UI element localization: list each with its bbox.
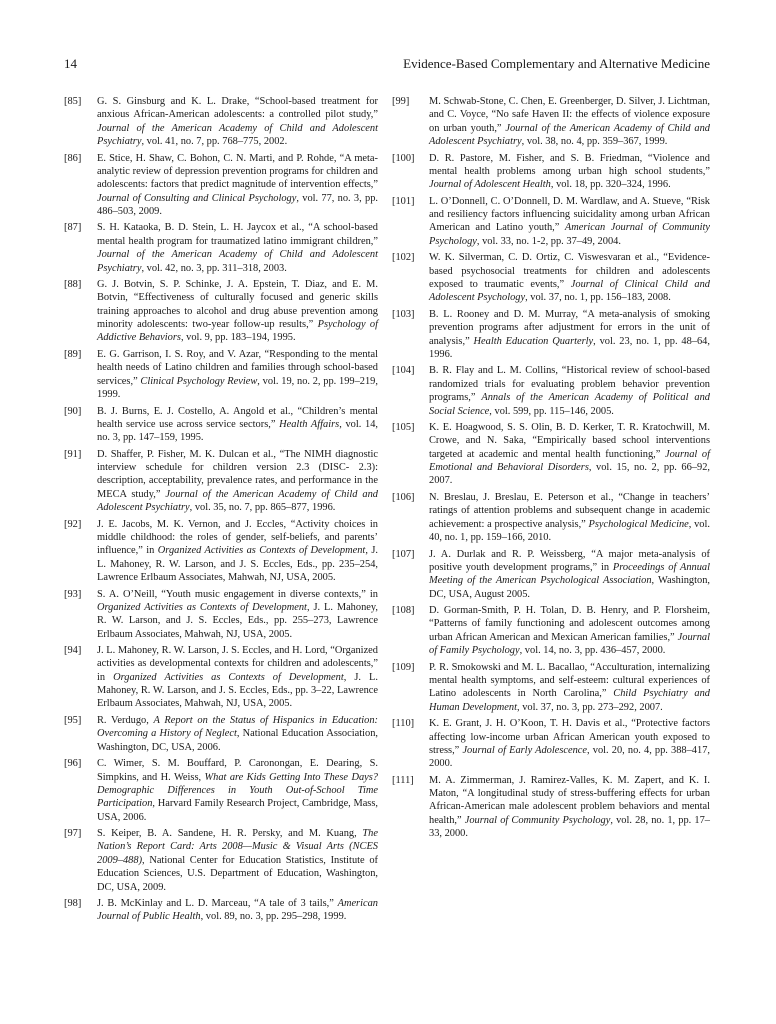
- reference-source: What are Kids Getting Into These Days? Demographic Differences in Youth Out-of-School Time Participation: [97, 771, 378, 810]
- reference-item: [392, 604, 710, 657]
- reference-source: Organized Activities as Contexts of Development: [113, 671, 344, 683]
- reference-text: J. E. Jacobs, M. K. Vernon, and J. Eccles, “Activity choices in middle childhood: the roles of gender, self-beliefs, and parents’ influence,” in: [97, 518, 378, 557]
- references-left-column: [64, 95, 378, 927]
- reference-item: [392, 774, 710, 841]
- reference-item: [64, 348, 378, 401]
- reference-source: Journal of Consulting and Clinical Psychology: [97, 192, 297, 204]
- reference-text: , J. L. Mahoney, R. W. Larson, and J. S. Eccles, Eds., pp. 255–273, Lawrence Erlbaum Associates, Mahwah, NJ, USA, 2005.: [97, 601, 378, 640]
- reference-number: [104]: [392, 365, 415, 377]
- reference-number: [107]: [392, 548, 415, 560]
- reference-text: , vol. 89, no. 3, pp. 295–298, 1999.: [200, 911, 347, 923]
- page-header: [64, 56, 710, 74]
- reference-number: [97]: [64, 828, 82, 840]
- reference-source: American Journal of Community Psychology: [429, 222, 710, 247]
- reference-item: [64, 588, 378, 641]
- reference-text: , vol. 37, no. 3, pp. 273–292, 2007.: [517, 701, 663, 713]
- reference-text: , vol. 14, no. 3, pp. 436–457, 2000.: [519, 645, 666, 657]
- reference-text: , vol. 42, no. 3, pp. 311–318, 2003.: [141, 262, 287, 274]
- reference-source: Journal of the American Academy of Child and Adolescent Psychiatry: [97, 122, 378, 148]
- reference-item: [392, 661, 710, 714]
- reference-item: [64, 95, 378, 148]
- reference-text: G. J. Botvin, S. P. Schinke, J. A. Epstein, T. Diaz, and E. M. Botvin, “Effectiveness of culturally focused and generic skills training approaches to alcohol and drug abuse prevention among minority adolescents: two-year follow-up results,”: [97, 279, 378, 331]
- reference-text: K. E. Hoagwood, S. S. Olin, B. D. Kerker, T. R. Kratochwill, M. Crowe, and N. Saka, “Empirically based school interventions targeted at academic and mental health functioning,”: [429, 422, 710, 460]
- reference-source: Clinical Psychology Review: [140, 375, 258, 387]
- reference-item: [64, 757, 378, 824]
- reference-source: Journal of Early Adolescence: [462, 744, 588, 756]
- reference-item: [392, 717, 710, 770]
- reference-text: , J. L. Mahoney, R. W. Larson, and J. S. Eccles, Eds., pp. 3–22, Lawrence Erlbaum Associates, Mahwah, NJ, USA, 2005.: [97, 671, 378, 710]
- page-number: 14: [64, 56, 77, 71]
- reference-text: , vol. 28, no. 1, pp. 17–33, 2000.: [429, 814, 710, 840]
- reference-source: Journal of Family Psychology: [429, 631, 710, 657]
- reference-source: Journal of Community Psychology: [464, 814, 611, 826]
- reference-number: [99]: [392, 96, 410, 107]
- reference-text: , vol. 40, no. 1, pp. 159–166, 2010.: [429, 518, 710, 543]
- reference-source: Journal of the American Academy of Child and Adolescent Psychiatry: [429, 122, 710, 148]
- reference-text: J. A. Durlak and R. P. Weissberg, “A major meta-analysis of positive youth development programs,” in: [429, 548, 710, 573]
- reference-source: Journal of Emotional and Behavioral Disorders: [429, 448, 710, 474]
- reference-number: [108]: [392, 605, 415, 617]
- reference-text: , vol. 19, no. 2, pp. 199–219, 1999.: [97, 375, 378, 400]
- reference-text: S. Keiper, B. A. Sandene, H. R. Persky, and M. Kuang,: [97, 828, 363, 840]
- reference-number: [102]: [392, 252, 415, 264]
- reference-item: [64, 448, 378, 515]
- reference-text: , vol. 14, no. 3, pp. 147–159, 1995.: [97, 418, 378, 444]
- reference-text: , Washington, DC, USA, August 2005.: [429, 575, 710, 600]
- reference-text: , vol. 41, no. 7, pp. 768–775, 2002.: [141, 136, 288, 148]
- reference-source: Journal of the American Academy of Child and Adolescent Psychiatry: [97, 249, 378, 274]
- reference-item: [64, 405, 378, 445]
- reference-text: , vol. 20, no. 4, pp. 388–417, 2000.: [429, 744, 710, 770]
- reference-text: W. K. Silverman, C. D. Ortiz, C. Viswesvaran et al., “Evidence-based psychosocial treatments for children and adolescents exposed to traumatic events,”: [429, 252, 710, 291]
- references-right-column: [392, 95, 710, 844]
- reference-item: [64, 897, 378, 924]
- reference-number: [111]: [392, 774, 414, 786]
- reference-number: [105]: [392, 422, 415, 434]
- reference-source: Health Affairs: [279, 418, 340, 430]
- reference-text: R. Verdugo,: [97, 715, 154, 726]
- reference-source: Organized Activities as Contexts of Development: [97, 601, 307, 613]
- reference-text: , vol. 77, no. 3, pp. 486–503, 2009.: [97, 192, 378, 217]
- reference-source: Journal of Adolescent Health: [429, 179, 551, 191]
- reference-text: M. Schwab-Stone, C. Chen, E. Greenberger, D. Silver, J. Lichtman, and C. Voyce, “No safe Haven II: the effects of violence exposure on urban youth,”: [429, 96, 710, 134]
- reference-number: [94]: [64, 645, 82, 657]
- reference-text: G. S. Ginsburg and K. L. Drake, “School-based treatment for anxious African-American adolescents: a controlled pilot study,”: [97, 96, 378, 121]
- reference-item: [392, 308, 710, 361]
- reference-number: [87]: [64, 222, 82, 234]
- reference-text: , vol. 9, pp. 183–194, 1995.: [180, 332, 296, 344]
- reference-text: , vol. 599, pp. 115–146, 2005.: [489, 405, 614, 417]
- reference-source: Psychological Medicine: [588, 518, 689, 530]
- reference-text: , vol. 37, no. 1, pp. 156–183, 2008.: [525, 292, 671, 304]
- reference-source: Organized Activities as Contexts of Development: [157, 545, 366, 557]
- reference-item: [392, 195, 710, 248]
- reference-item: [64, 152, 378, 219]
- reference-text: M. A. Zimmerman, J. Ramirez-Valles, K. M. Zapert, and K. I. Maton, “A longitudinal study of stress-buffering effects for urban African-American male adolescent problem behaviors and mental health,”: [429, 774, 710, 826]
- reference-text: , Harvard Family Research Project, Cambridge, Mass, USA, 2006.: [97, 798, 378, 823]
- reference-number: [86]: [64, 152, 82, 164]
- reference-text: J. B. McKinlay and L. D. Marceau, “A tale of 3 tails,”: [97, 898, 338, 910]
- reference-source: Annals of the American Academy of Political and Social Science: [429, 392, 710, 417]
- reference-item: [64, 221, 378, 274]
- reference-source: Health Education Quarterly: [473, 335, 594, 347]
- reference-text: D. Gorman-Smith, P. H. Tolan, D. B. Henry, and P. Florsheim, “Patterns of family functioning and adolescent outcomes among urban African American and Mexican American families,”: [429, 605, 710, 643]
- reference-item: [392, 95, 710, 148]
- reference-item: [392, 548, 710, 601]
- reference-number: [98]: [64, 898, 82, 910]
- reference-number: [85]: [64, 96, 82, 107]
- reference-source: A Report on the Status of Hispanics in Education: Overcoming a History of Neglect: [97, 715, 378, 740]
- reference-source: Journal of Clinical Child and Adolescent Psychology: [429, 279, 710, 304]
- reference-text: B. J. Burns, E. J. Costello, A. Angold et al., “Children’s mental health service use across service sectors,”: [97, 405, 378, 430]
- reference-source: Child Psychiatry and Human Development: [429, 688, 710, 713]
- reference-item: [64, 714, 378, 754]
- reference-source: Journal of the American Academy of Child and Adolescent Psychiatry: [97, 488, 378, 514]
- reference-text: , vol. 18, pp. 320–324, 1996.: [550, 179, 671, 191]
- reference-text: , vol. 23, no. 1, pp. 48–64, 1996.: [429, 335, 710, 360]
- reference-text: L. O’Donnell, C. O’Donnell, D. M. Wardlaw, and A. Stueve, “Risk and resiliency factors influencing suicidality among urban African American and Latino youth,”: [429, 195, 710, 234]
- reference-text: , vol. 15, no. 2, pp. 66–92, 2007.: [429, 462, 710, 487]
- reference-item: [64, 278, 378, 345]
- reference-item: [392, 152, 710, 192]
- reference-text: , National Center for Education Statistics, Institute of Education Sciences, U.S. Department of Education, Washington, DC, USA, 2009.: [97, 854, 378, 893]
- reference-number: [100]: [392, 152, 415, 164]
- reference-item: [392, 421, 710, 488]
- reference-number: [95]: [64, 715, 82, 726]
- reference-number: [103]: [392, 308, 415, 320]
- reference-number: [106]: [392, 491, 415, 503]
- reference-item: [392, 251, 710, 304]
- reference-text: , National Education Association, Washington, DC, USA, 2006.: [97, 728, 378, 753]
- reference-text: D. Shaffer, P. Fisher, M. K. Dulcan et al., “The NIMH diagnostic interview schedule for children version 2.3 (DISC- 2.3): description, acceptability, prevalence rates, and performance in the MECA study,”: [97, 448, 378, 500]
- reference-source: Proceedings of Annual Meeting of the American Psychological Association: [429, 561, 710, 587]
- reference-text: S. H. Kataoka, B. D. Stein, L. H. Jaycox et al., “A school-based mental health program for traumatized latino immigrant children,”: [97, 222, 378, 247]
- reference-item: [64, 827, 378, 894]
- reference-text: B. L. Rooney and D. M. Murray, “A meta-analysis of smoking prevention programs after adjustment for errors in the unit of analysis,”: [429, 308, 710, 347]
- reference-text: D. R. Pastore, M. Fisher, and S. B. Friedman, “Violence and mental health problems among urban high school students,”: [429, 152, 710, 177]
- reference-number: [92]: [64, 518, 82, 530]
- reference-number: [88]: [64, 279, 82, 291]
- reference-source: The Nation’s Report Card: Arts 2008—Music & Visual Arts (NCES 2009–488): [97, 828, 378, 866]
- reference-text: P. R. Smokowski and M. L. Bacallao, “Acculturation, internalizing mental health symptoms, and self-esteem: cultural experiences of Latino adolescents in North Carolina,”: [429, 661, 710, 700]
- reference-source: Psychology of Addictive Behaviors: [97, 319, 378, 344]
- reference-text: B. R. Flay and L. M. Collins, “Historical review of school-based randomized trials for evaluating problem behavior prevention programs,”: [429, 365, 710, 404]
- reference-number: [109]: [392, 661, 415, 673]
- reference-number: [101]: [392, 195, 415, 207]
- reference-text: , J. L. Mahoney, R. W. Larson, and J. S. Eccles, Eds., pp. 235–254, Lawrence Erlbaum Associates, Mahwah, NJ, USA, 2005.: [97, 545, 378, 583]
- reference-text: J. L. Mahoney, R. W. Larson, J. S. Eccles, and H. Lord, “Organized activities as developmental contexts for children and adolescents,” in: [97, 645, 378, 683]
- reference-source: American Journal of Public Health: [97, 898, 378, 923]
- reference-number: [96]: [64, 758, 82, 770]
- reference-item: [64, 644, 378, 711]
- reference-text: S. A. O’Neill, “Youth music engagement in diverse contexts,” in: [97, 588, 378, 600]
- reference-number: [89]: [64, 348, 82, 360]
- reference-number: [93]: [64, 588, 82, 600]
- reference-number: [91]: [64, 448, 82, 460]
- reference-text: K. E. Grant, J. H. O’Koon, T. H. Davis et al., “Protective factors affecting low-income urban African American youth exposed to stress,”: [429, 718, 710, 756]
- reference-text: E. Stice, H. Shaw, C. Bohon, C. N. Marti, and P. Rohde, “A meta-analytic review of depression prevention programs for children and adolescents: factors that predict magnitude of intervention effects,”: [97, 152, 378, 191]
- reference-text: N. Breslau, J. Breslau, E. Peterson et al., “Change in teachers’ ratings of attention problems and subsequent change in academic achievement: a prospective analysis,”: [429, 491, 710, 530]
- reference-item: [392, 491, 710, 544]
- reference-number: [110]: [392, 718, 415, 730]
- reference-text: , vol. 38, no. 4, pp. 359–367, 1999.: [521, 136, 668, 148]
- reference-number: [90]: [64, 405, 82, 417]
- reference-item: [392, 364, 710, 417]
- journal-title: Evidence-Based Complementary and Alternative Medicine: [403, 56, 710, 71]
- reference-text: C. Wimer, S. M. Bouffard, P. Caronongan, E. Dearing, S. Simpkins, and H. Weiss,: [97, 758, 378, 783]
- reference-item: [64, 518, 378, 585]
- reference-text: , vol. 35, no. 7, pp. 865–877, 1996.: [189, 502, 336, 514]
- reference-text: , vol. 33, no. 1-2, pp. 37–49, 2004.: [476, 235, 621, 247]
- reference-text: E. G. Garrison, I. S. Roy, and V. Azar, “Responding to the mental health needs of Latino children and families through school-based services,”: [97, 348, 378, 387]
